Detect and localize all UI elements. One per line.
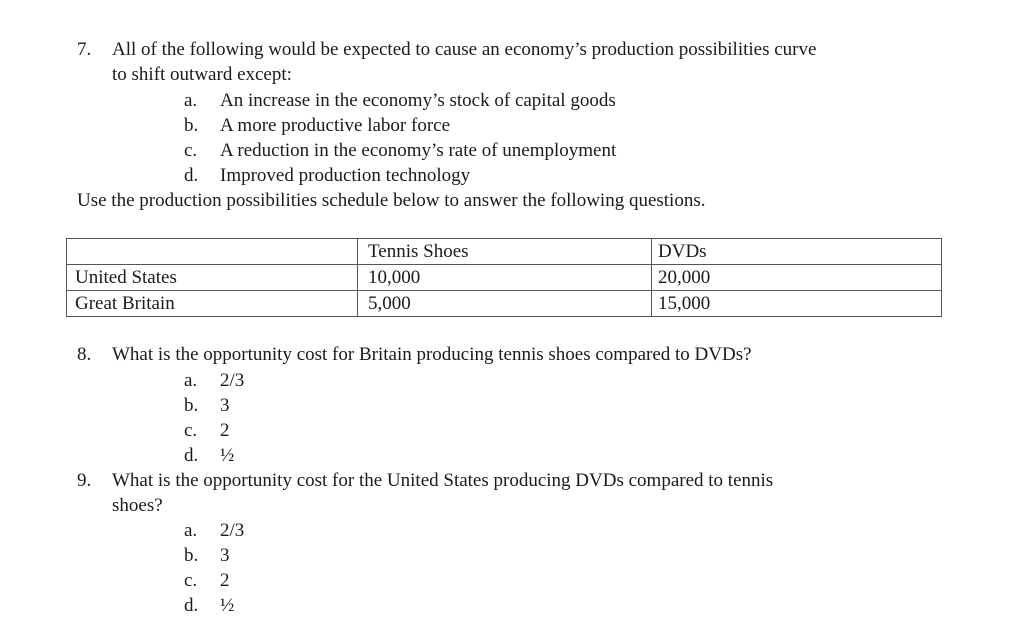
option-letter: c.	[184, 570, 198, 591]
option-text: ½	[220, 595, 235, 616]
option-text: 2	[220, 570, 230, 591]
table-row	[67, 291, 942, 317]
table-header-cell: Tennis Shoes	[358, 239, 652, 265]
question-text-line2: to shift outward except:	[112, 64, 292, 85]
production-possibilities-table	[66, 238, 942, 317]
option-text: An increase in the economy’s stock of capital goods	[220, 90, 616, 111]
option-letter: b.	[184, 115, 199, 136]
option-text: A reduction in the economy’s rate of unemployment	[220, 140, 617, 161]
table-header-cell	[67, 239, 358, 265]
instruction-text: Use the production possibilities schedule below to answer the following questions.	[77, 190, 706, 211]
question-number: 7.	[77, 39, 92, 60]
question-text-line1: What is the opportunity cost for the United States producing DVDs compared to tennis	[112, 470, 774, 491]
option-letter: d.	[184, 595, 199, 616]
table-cell: United States	[67, 265, 358, 291]
option-text: 2/3	[220, 370, 245, 391]
option-letter: c.	[184, 140, 198, 161]
table-cell: 15,000	[652, 291, 942, 317]
option-letter: d.	[184, 165, 199, 186]
question-text-line1: What is the opportunity cost for Britain producing tennis shoes compared to DVDs?	[112, 344, 752, 365]
option-letter: b.	[184, 545, 199, 566]
option-letter: b.	[184, 395, 199, 416]
option-letter: d.	[184, 445, 199, 466]
option-letter: a.	[184, 370, 198, 391]
table-cell: 20,000	[652, 265, 942, 291]
option-text: 2/3	[220, 520, 245, 541]
option-letter: a.	[184, 520, 198, 541]
option-text: 3	[220, 545, 230, 566]
option-text: Improved production technology	[220, 165, 471, 186]
table-cell: 10,000	[358, 265, 652, 291]
question-number: 9.	[77, 470, 92, 491]
option-text: A more productive labor force	[220, 115, 451, 136]
table-header-row	[67, 239, 942, 265]
option-letter: c.	[184, 420, 198, 441]
option-text: ½	[220, 445, 235, 466]
option-text: 3	[220, 395, 230, 416]
table-cell: 5,000	[358, 291, 652, 317]
table-header-cell: DVDs	[652, 239, 942, 265]
table-cell: Great Britain	[67, 291, 358, 317]
question-text-line2: shoes?	[112, 495, 163, 516]
option-text: 2	[220, 420, 230, 441]
question-text-line1: All of the following would be expected to cause an economy’s production possibilities curve	[112, 39, 817, 60]
option-letter: a.	[184, 90, 198, 111]
table-row	[67, 265, 942, 291]
question-number: 8.	[77, 344, 92, 365]
